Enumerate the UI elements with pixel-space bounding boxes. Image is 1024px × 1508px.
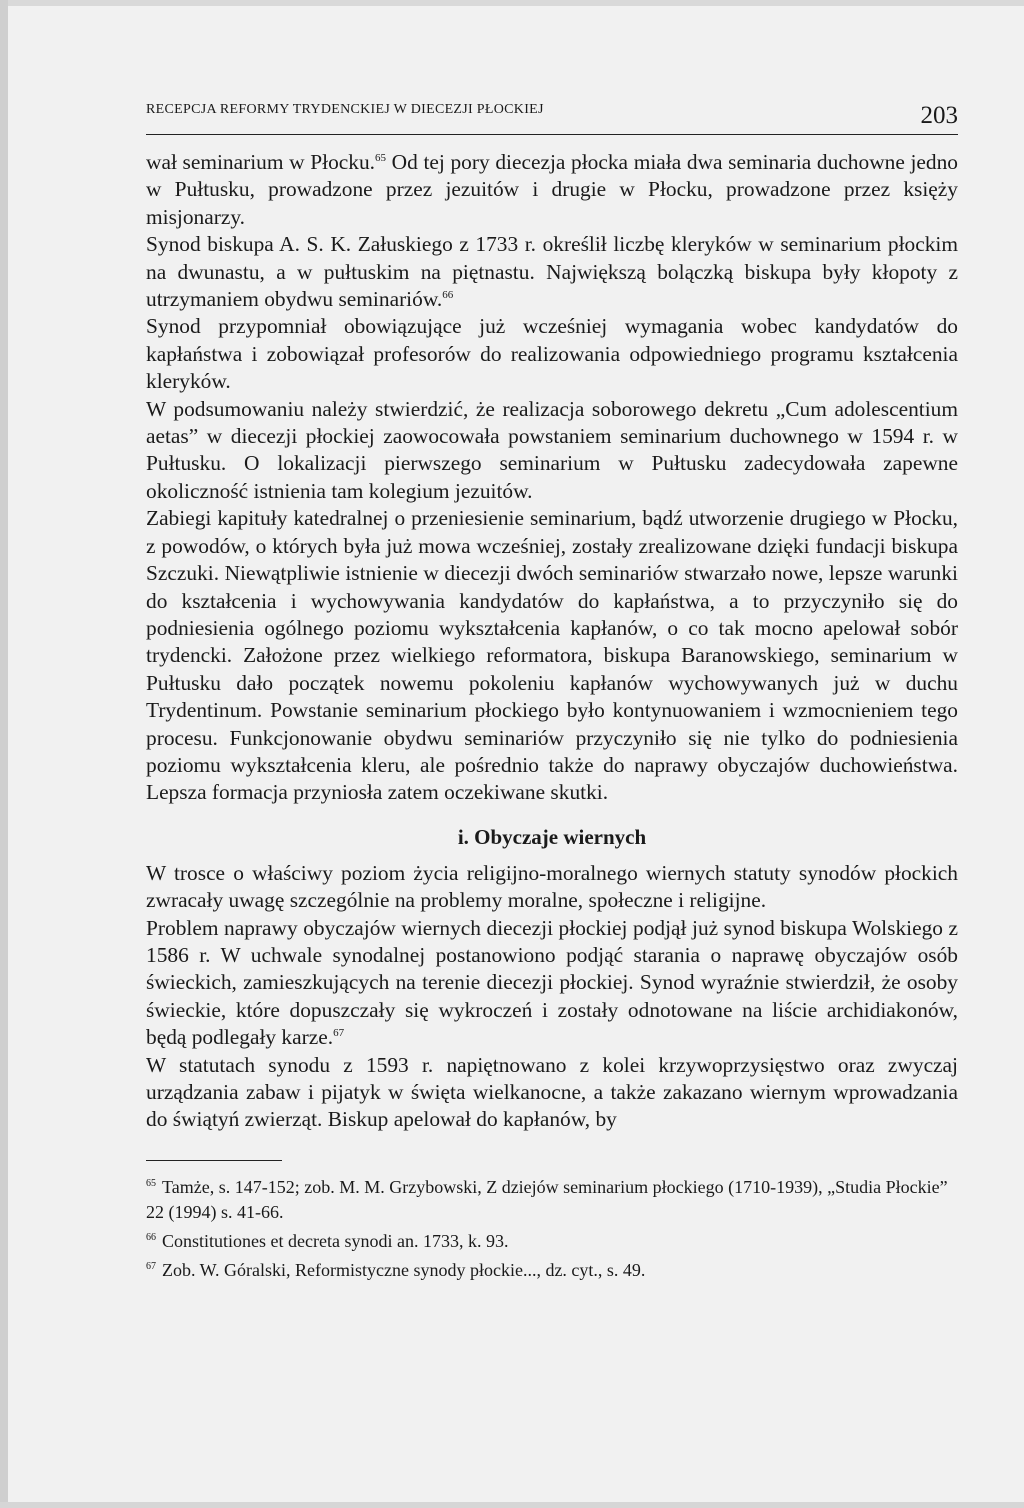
footnotes (146, 1171, 958, 1283)
scan-edge-left (0, 0, 8, 1508)
scan-edge-top (0, 0, 1024, 6)
paragraph: W statutach synodu z 1593 r. napiętnowano z kolei krzywoprzysięstwo oraz zwyczaj urządzania zabaw i pijatyk w święta wielkanocne, a także zakazano wiernym wprowadzania do świątyń zwierząt. Biskup apelował do kapłanów, by (146, 1052, 958, 1132)
footnote-ref: 67 (333, 1027, 345, 1040)
footnote-number: 65 (146, 1177, 156, 1189)
paragraph (146, 149, 958, 231)
running-head (146, 96, 958, 135)
scan-edge-bottom (0, 1502, 1024, 1508)
book-page (146, 96, 958, 1283)
footnote-text: Zob. W. Góralski, Reformistyczne synody płockie..., dz. cyt., s. 49. (162, 1259, 646, 1280)
footnote-ref: 65 (375, 151, 387, 164)
section-heading: i. Obyczaje wiernych (457, 824, 647, 849)
footnote-text: Constitutiones et decreta synodi an. 1733, k. 93. (162, 1230, 509, 1251)
footnote-number: 66 (146, 1231, 156, 1243)
paragraph-text: wał seminarium w Płocku. (146, 150, 376, 174)
footnote (146, 1225, 958, 1254)
footnote-number: 67 (146, 1260, 156, 1272)
footnote (146, 1171, 958, 1225)
paragraph (146, 231, 958, 313)
footnote (146, 1254, 958, 1283)
body-text (146, 149, 958, 1134)
paragraph: W podsumowaniu należy stwierdzić, że realizacja soborowego dekretu „Cum adolescentium aetas” w diecezji płockiej zaowocowała powstaniem seminarium duchownego w 1594 r. w Pułtusku. O lokalizacji pierwszego seminarium w Pułtusku zadecydowała zapewne okoliczność istnienia tam kolegium jezuitów. (146, 396, 958, 503)
paragraph-text: Synod biskupa A. S. K. Załuskiego z 1733 r. określił liczbę kleryków w seminarium płockim na dwunastu, a w pułtuskim na piętnastu. Największą bolączką biskupa były kłopoty z utrzymaniem obydwu seminariów. (146, 232, 958, 312)
running-title: RECEPCJA REFORMY TRYDENCKIEJ W DIECEZJI PŁOCKIEJ (146, 102, 544, 117)
paragraph: Synod przypomniał obowiązujące już wcześniej wymagania wobec kandydatów do kapłaństwa i zobowiązał profesorów do realizowania odpowiedniego programu kształcenia kleryków. (146, 314, 958, 394)
paragraph: Zabiegi kapituły katedralnej o przeniesienie seminarium, bądź utworzenie drugiego w Płocku, z powodów, o których była już mowa wcześniej, zostały zrealizowane dzięki fundacji biskupa Szczuki. Niewątpliwie istnienie w diecezji dwóch seminariów stwarzało nowe, lepsze warunki do kształcenia i wychowywania kandydatów do kapłaństwa, a to przyczyniło się do podniesienia ogólnego poziomu wykształcenia kapłanów, o co tak mocno apelował sobór trydencki. Założone przez wielkiego reformatora, biskupa Baranowskiego, seminarium w Pułtusku dało początek nowemu pokoleniu kapłanów wychowywanych już w duchu Trydentinum. Powstanie seminarium płockiego było kontynuowaniem i wzmocnieniem tego procesu. Funkcjonowanie obydwu seminariów przyczyniło się nie tylko do podniesienia poziomu wykształcenia kleru, ale pośrednio także do naprawy obyczajów duchowieństwa. Lepsza formacja przyniosła zatem oczekiwane skutki. (146, 506, 958, 805)
footnote-text: Tamże, s. 147-152; zob. M. M. Grzybowski, Z dziejów seminarium płockiego (1710-1939), „Studia Płockie” 22 (1994) s. 41-66. (146, 1176, 948, 1222)
paragraph-text: Problem naprawy obyczajów wiernych diecezji płockiej podjął już synod biskupa Wolskiego z 1586 r. W uchwale synodalnej postanowiono podjąć starania o naprawę obyczajów osób świeckich, zamieszkujących na terenie diecezji płockiej. Synod wyraźnie stwierdził, że osoby świeckie, które dopuszczały się wykroczeń i zostały odnotowane na liście archidiakonów, będą podlegały karze. (146, 915, 958, 1050)
footnote-ref: 66 (442, 288, 454, 301)
footnote-divider (146, 1160, 282, 1161)
paragraph (146, 915, 958, 1052)
paragraph-text: Od tej pory diecezja płocka miała dwa seminaria duchowne jedno w Pułtusku, prowadzone przez jezuitów i drugie w Płocku, prowadzone przez księży misjonarzy. (146, 150, 959, 229)
paragraph: W trosce o właściwy poziom życia religijno-moralnego wiernych statuty synodów płockich zwracały uwagę szczególnie na problemy moralne, społeczne i religijne. (146, 860, 958, 913)
page-number: 203 (920, 102, 958, 129)
